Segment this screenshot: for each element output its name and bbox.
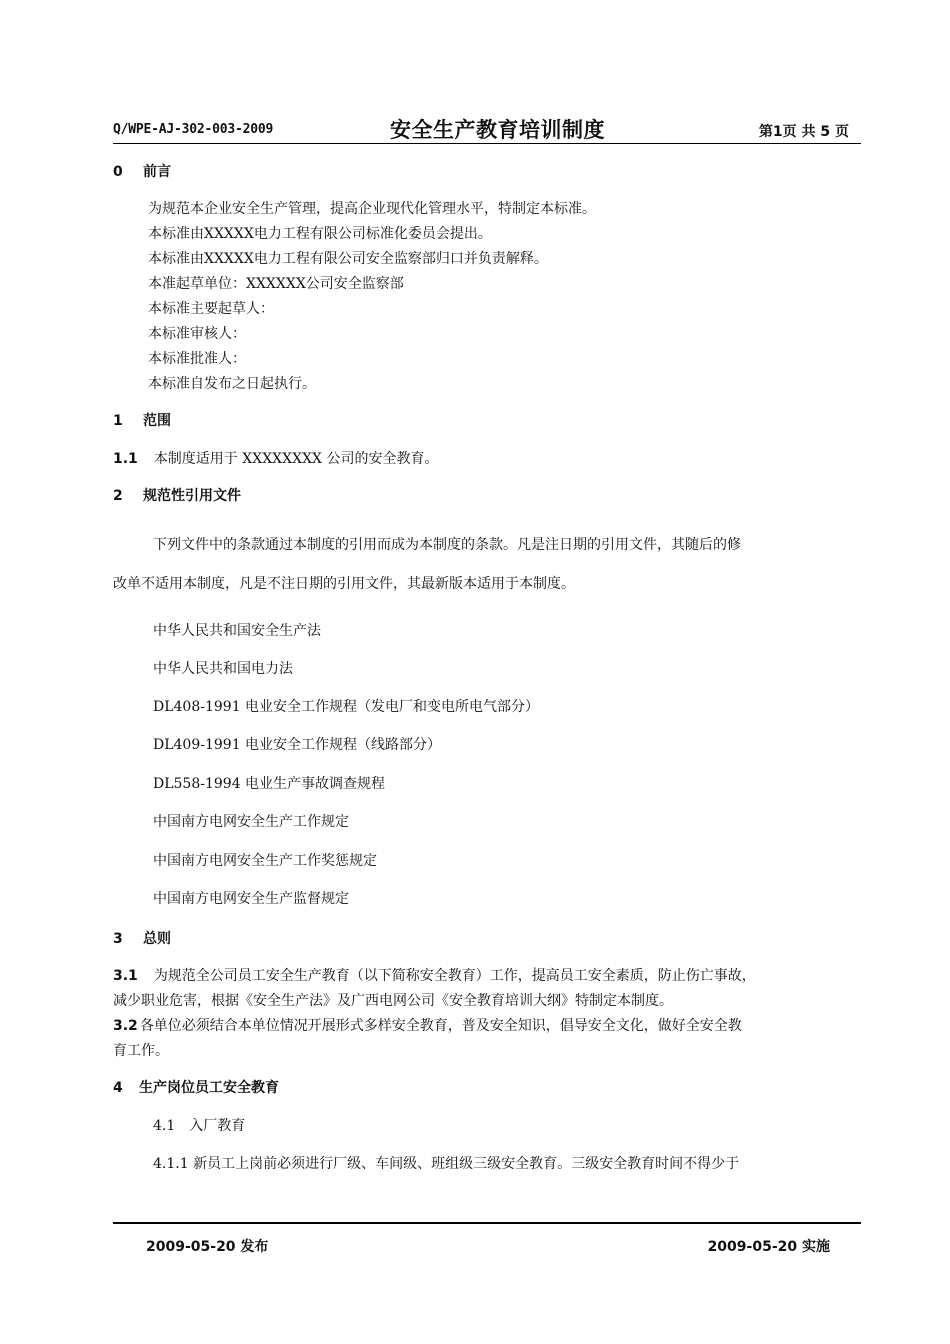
section-heading-3 [113,928,171,948]
clause-text: 本制度适用于 XXXXXXXX 公司的安全教育。 [153,451,439,467]
clause-text: 各单位必须结合本单位情况开展形式多样安全教育，普及安全知识，倡导安全文化，做好全安全教 [139,1018,742,1034]
section-heading-1 [113,410,171,430]
section-number: 4 [113,1080,123,1096]
reference-item: DL408-1991 电业安全工作规程（发电厂和变电所电气部分） [153,699,540,715]
clause-number: 3.2 [113,1018,138,1034]
foreword-line: 本标准主要起草人： [148,301,274,317]
paragraph-line: 下列文件中的条款通过本制度的引用而成为本制度的条款。凡是注日期的引用文件，其随后的修 [153,537,741,553]
section-title: 总则 [143,931,171,947]
section-number: 2 [113,488,123,504]
reference-item: 中国南方电网安全生产监督规定 [153,891,349,907]
reference-item: 中国南方电网安全生产工作奖惩规定 [153,853,377,869]
reference-item: DL558-1994 电业生产事故调查规程 [153,776,386,792]
foreword-line: 为规范本企业安全生产管理，提高企业现代化管理水平，特制定本标准。 [148,201,596,217]
foreword-line: 本标准自发布之日起执行。 [148,376,316,392]
reference-item: 中华人民共和国安全生产法 [153,623,321,639]
subsection-heading: 4.1 入厂教育 [153,1118,246,1134]
section-title: 前言 [143,164,171,180]
foreword-line: 本标准由XXXXX电力工程有限公司标准化委员会提出。 [148,226,492,242]
section-number: 0 [113,164,123,180]
publish-date: 2009-05-20 发布 [146,1239,269,1255]
section-title: 生产岗位员工安全教育 [139,1080,279,1096]
foreword-line: 本标准由XXXXX电力工程有限公司安全监察部归口并负责解释。 [148,251,548,267]
page-number: 第1页 共 5 页 [758,124,849,140]
clause-number: 3.1 [113,968,138,984]
foreword-line: 本标准批准人： [148,351,246,367]
section-heading-0 [113,161,171,181]
document-title: 安全生产教育培训制度 [390,118,605,142]
paragraph-line: 改单不适用本制度，凡是不注日期的引用文件，其最新版本适用于本制度。 [113,576,575,592]
reference-item: DL409-1991 电业安全工作规程（线路部分） [153,737,442,753]
section-title: 规范性引用文件 [143,488,241,504]
implement-date: 2009-05-20 实施 [707,1239,830,1255]
clause-1-1 [113,448,438,468]
clause-text-continued: 育工作。 [113,1043,169,1059]
page-header [113,112,861,144]
clause-text-continued: 减少职业危害，根据《安全生产法》及广西电网公司《安全教育培训大纲》特制定本制度。 [113,993,673,1009]
foreword-line: 本准起草单位：XXXXXX公司安全监察部 [148,276,404,292]
section-number: 1 [113,413,123,429]
clause-text: 为规范全公司员工安全生产教育（以下简称安全教育）工作，提高员工安全素质，防止伤亡事故， [153,968,756,984]
reference-item: 中华人民共和国电力法 [153,661,293,677]
section-number: 3 [113,931,123,947]
document-number: Q/WPE-AJ-302-003-2009 [113,122,274,137]
foreword-line: 本标准审核人： [148,326,246,342]
footer-divider [113,1222,861,1224]
section-heading-2 [113,485,241,505]
clause-3-2 [113,1015,742,1035]
section-heading-4 [113,1077,279,1097]
clause-number: 1.1 [113,451,138,467]
header-divider [113,143,861,144]
subsection-text: 4.1.1 新员工上岗前必须进行厂级、车间级、班组级三级安全教育。三级安全教育时间不得少于 [153,1156,740,1172]
clause-3-1 [113,965,756,985]
reference-item: 中国南方电网安全生产工作规定 [153,814,349,830]
section-title: 范围 [143,413,171,429]
